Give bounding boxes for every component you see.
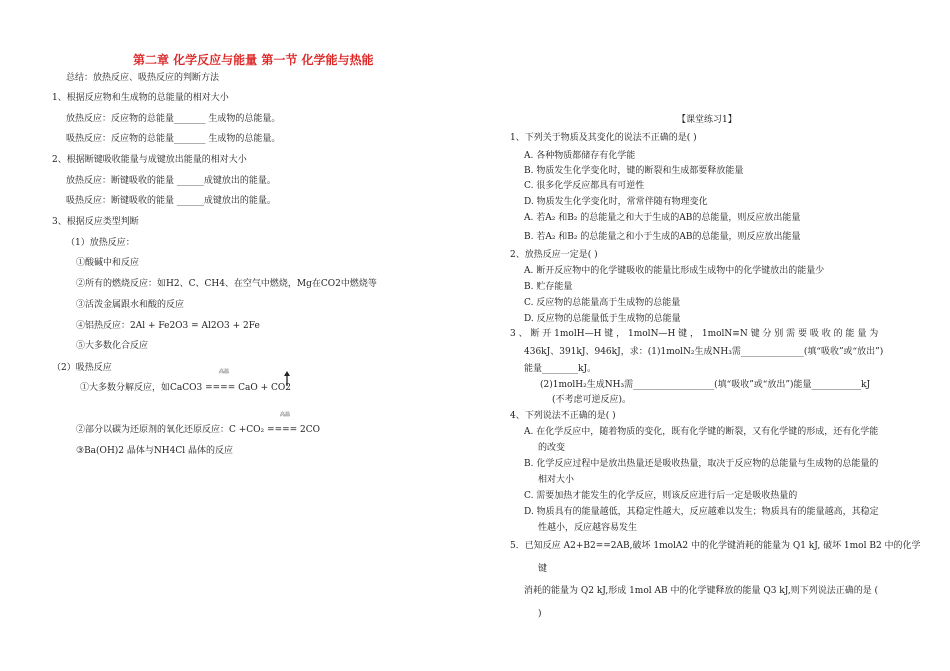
page-title: 第二章 化学反应与能量 第一节 化学能与热能 (133, 53, 374, 67)
q1-option: C. 很多化学反应都具有可逆性 (524, 181, 645, 191)
q4-option: B. 化学反应过程中是放出热量还是吸收热量，取决于反应物的总能量与生成物的总能量的 (524, 459, 879, 469)
q3-stem: 3 、 断 开 1molH—H 键 ， 1molN—H 键 ， 1molN≡N 键 分 别 需 要 吸 收 的 能 量 为 (510, 329, 879, 339)
endo-item-3: ③Ba(OH)2 晶体与NH4Cl 晶体的反应 (76, 446, 233, 456)
q1-option: A. 若A₂ 和B₂ 的总能量之和大于生成的AB的总能量，则反应放出能量 (524, 213, 801, 223)
q1-option: B. 物质发生化学变化时，键的断裂和生成都要释放能量 (524, 166, 744, 176)
q3-line: (2)1molH₂生成NH₃需__________________(填“吸收”或“放出”)能量___________kJ (540, 380, 871, 390)
s2-exothermic: 放热反应：断键吸收的能量 ______成键放出的能量。 (66, 176, 276, 186)
exo-item: ③活泼金属跟水和酸的反应 (76, 300, 185, 310)
q3-line: 能量________kJ。 (524, 364, 597, 374)
endo-item-2: ②部分以碳为还原剂的氧化还原反应：C +CO₂ ==== 2CO (76, 425, 321, 435)
q4-option-cont: 相对大小 (538, 475, 575, 485)
q1-option: D. 物质发生化学变化时，常常伴随有物理变化 (524, 197, 708, 207)
q4-stem: 4、下列说法不正确的是( ) (510, 411, 616, 421)
q1-stem: 1、下列关于物质及其变化的说法不正确的是( ) (510, 133, 697, 143)
q5-line: 键 (538, 564, 548, 574)
q3-line: (不考虑可逆反应)。 (552, 395, 632, 405)
practice-heading: 【课堂练习1】 (677, 115, 737, 125)
s2-endothermic: 吸热反应：断键吸收的能量 ______成键放出的能量。 (66, 196, 276, 206)
exo-item: ⑤大多数化合反应 (76, 341, 149, 351)
summary-line: 总结：放热反应、吸热反应的判断方法 (66, 73, 220, 83)
endo-condition-2: 高温 (280, 412, 291, 418)
q2-option: A. 断开反应物中的化学键吸收的能量比形成生成物中的化学键放出的能量少 (524, 266, 825, 276)
q4-option-cont: 的改变 (538, 443, 566, 453)
section-1-heading: 1、根据反应物和生成物的总能量的相对大小 (52, 93, 229, 103)
s1-endothermic: 吸热反应：反应物的总能量_______ 生成物的总能量。 (66, 134, 281, 144)
endo-item-1: ①大多数分解反应，如CaCO3 ==== CaO + CO2 (80, 383, 292, 393)
endothermic-heading: （2）吸热反应 (52, 363, 112, 373)
q2-option: C. 反应物的总能量高于生成物的总能量 (524, 298, 681, 308)
q5-line: 消耗的能量为 Q2 kJ,形成 1mol AB 中的化学键释放的能量 Q3 kJ,则下列说法正确的是 ( (524, 586, 879, 596)
q5-stem: 5．已知反应 A2+B2==2AB,破坏 1molA2 中的化学键消耗的能量为 Q1 kJ, 破坏 1mol B2 中的化学 (510, 541, 921, 551)
exo-item: ①酸碱中和反应 (76, 258, 140, 268)
exo-item: ④铝热反应：2Al + Fe2O3 = Al2O3 + 2Fe (76, 321, 260, 331)
gas-up-arrow-icon (283, 371, 291, 387)
q5-line: ) (538, 609, 542, 619)
q2-option: B. 贮存能量 (524, 282, 573, 292)
q4-option: C. 需要加热才能发生的化学反应，则该反应进行后一定是吸收热量的 (524, 491, 798, 501)
q4-option: A. 在化学反应中，随着物质的变化，既有化学键的断裂，又有化学键的形成，还有化学能 (524, 427, 879, 437)
s1-exothermic: 放热反应：反应物的总能量_______ 生成物的总能量。 (66, 114, 281, 124)
q1-option: A. 各种物质都储存有化学能 (524, 151, 636, 161)
q2-stem: 2、放热反应一定是( ) (510, 250, 598, 260)
exothermic-heading: （1）放热反应： (66, 238, 135, 248)
q3-line: 436kJ、391kJ、946kJ，求：(1)1molN₂生成NH₃需______________(填“吸收”或“放出”) (524, 347, 884, 357)
exo-item: ②所有的燃烧反应：如H2、C、CH4、在空气中燃烧，Mg在CO2中燃烧等 (76, 279, 377, 289)
q2-option: D. 反应物的总能量低于生成物的总能量 (524, 314, 681, 324)
q4-option: D. 物质具有的能量越低，其稳定性越大，反应越难以发生；物质具有的能量越高，其稳定 (524, 507, 879, 517)
endo-condition-1: 高温 (219, 369, 230, 375)
q4-option-cont: 性越小，反应越容易发生 (538, 523, 638, 533)
section-2-heading: 2、根据断键吸收能量与成键放出能量的相对大小 (52, 155, 247, 165)
q1-option: B. 若A₂ 和B₂ 的总能量之和小于生成的AB的总能量，则反应放出能量 (524, 232, 801, 242)
section-3-heading: 3、根据反应类型判断 (52, 217, 139, 227)
